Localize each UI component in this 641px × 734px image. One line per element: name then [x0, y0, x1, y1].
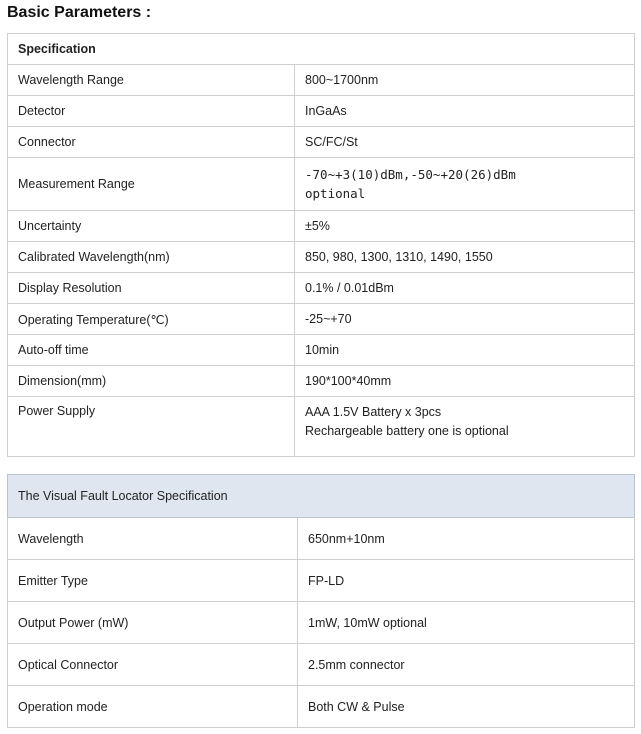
- row-key: Output Power (mW): [8, 602, 298, 644]
- row-value: 1mW, 10mW optional: [298, 602, 635, 644]
- row-value-line: -70~+3(10)dBm,-50~+20(26)dBm: [305, 167, 516, 182]
- table-row: [8, 158, 635, 211]
- table-row: [8, 304, 635, 335]
- row-value: FP-LD: [298, 560, 635, 602]
- row-value: 850, 980, 1300, 1310, 1490, 1550: [295, 242, 635, 273]
- row-key: Wavelength: [8, 518, 298, 560]
- row-key: Detector: [8, 96, 295, 127]
- section-heading: Basic Parameters :: [7, 4, 152, 21]
- specification-table: [7, 33, 635, 457]
- table-row: [8, 335, 635, 366]
- table-row: [8, 518, 635, 560]
- row-value: InGaAs: [295, 96, 635, 127]
- row-key: Measurement Range: [8, 158, 295, 211]
- table-row: [8, 644, 635, 686]
- row-key: Connector: [8, 127, 295, 158]
- row-value: 800~1700nm: [295, 65, 635, 96]
- row-value: SC/FC/St: [295, 127, 635, 158]
- row-value: [295, 158, 635, 211]
- table-header: Specification: [8, 34, 635, 65]
- row-key: Dimension(mm): [8, 366, 295, 397]
- row-key: Operating Temperature(℃): [8, 304, 295, 335]
- row-key: Calibrated Wavelength(nm): [8, 242, 295, 273]
- table-header: The Visual Fault Locator Specification: [8, 475, 635, 518]
- table-header-row: [8, 34, 635, 65]
- table-row: [8, 602, 635, 644]
- row-key: Wavelength Range: [8, 65, 295, 96]
- row-key: Optical Connector: [8, 644, 298, 686]
- row-value-line: optional: [305, 186, 366, 201]
- row-key: Emitter Type: [8, 560, 298, 602]
- row-value: [295, 397, 635, 457]
- row-value: 650nm+10nm: [298, 518, 635, 560]
- row-value: Both CW & Pulse: [298, 686, 635, 728]
- row-value-line: Rechargeable battery one is optional: [305, 424, 509, 438]
- row-value-line: AAA 1.5V Battery x 3pcs: [305, 405, 442, 419]
- row-key: Auto-off time: [8, 335, 295, 366]
- vfl-specification-table: [7, 474, 635, 728]
- row-key: Uncertainty: [8, 211, 295, 242]
- row-value: 0.1% / 0.01dBm: [295, 273, 635, 304]
- table-row: [8, 560, 635, 602]
- row-key: Operation mode: [8, 686, 298, 728]
- row-value: -25~+70: [295, 304, 635, 335]
- table-row: [8, 686, 635, 728]
- table-row: [8, 211, 635, 242]
- row-key: Display Resolution: [8, 273, 295, 304]
- row-value: ±5%: [295, 211, 635, 242]
- table-row: [8, 397, 635, 457]
- row-value: 190*100*40mm: [295, 366, 635, 397]
- row-value: 10min: [295, 335, 635, 366]
- table-row: [8, 242, 635, 273]
- table-row: [8, 65, 635, 96]
- table-row: [8, 127, 635, 158]
- row-value: 2.5mm connector: [298, 644, 635, 686]
- row-key: Power Supply: [8, 397, 295, 457]
- table-row: [8, 273, 635, 304]
- table-row: [8, 96, 635, 127]
- table-header-row: [8, 475, 635, 518]
- table-row: [8, 366, 635, 397]
